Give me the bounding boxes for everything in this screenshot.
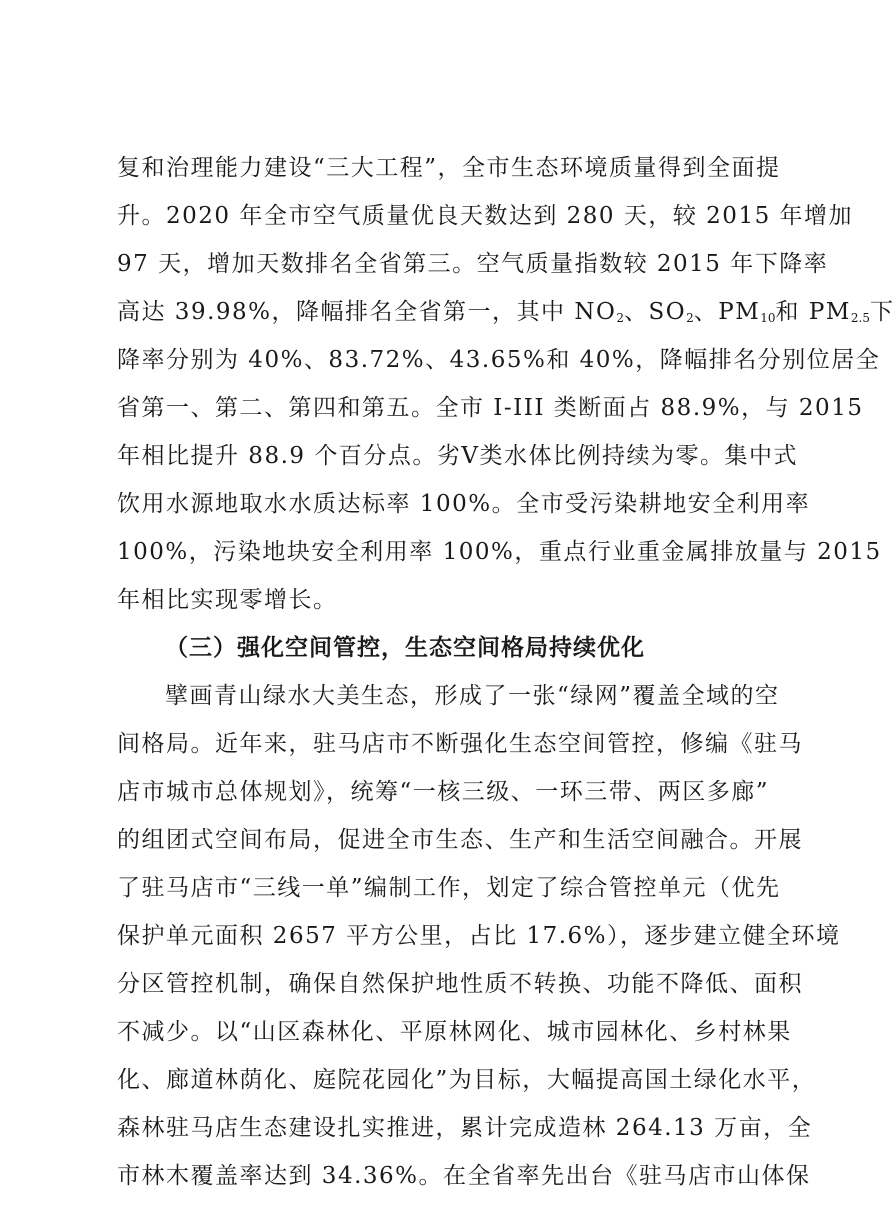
text-segment: 下 xyxy=(869,299,894,325)
text-segment: 和 PM xyxy=(775,299,851,325)
text-segment: 、PM xyxy=(693,299,761,325)
paragraph-line: 降率分别为 40%、83.72%、43.65%和 40%，降幅排名分别位居全 xyxy=(117,347,881,373)
paragraph-line: 保护单元面积 2657 平方公里，占比 17.6%），逐步建立健全环境 xyxy=(117,923,841,949)
paragraph-line: 了驻马店市“三线一单”编制工作，划定了综合管控单元（优先 xyxy=(117,875,781,901)
paragraph-line: 间格局。近年来，驻马店市不断强化生态空间管控，修编《驻马 xyxy=(117,731,803,757)
subscript: 2 xyxy=(616,311,624,325)
paragraph-line: 升。2020 年全市空气质量优良天数达到 280 天，较 2015 年增加 xyxy=(117,203,854,229)
paragraph-line: 分区管控机制，确保自然保护地性质不转换、功能不降低、面积 xyxy=(117,971,803,997)
section-heading: （三）强化空间管控，生态空间格局持续优化 xyxy=(165,634,645,661)
text-segment: 高达 39.98%，降幅排名全省第一，其中 NO xyxy=(117,299,617,325)
paragraph-line: 市林木覆盖率达到 34.36%。在全省率先出台《驻马店市山体保 xyxy=(117,1163,811,1189)
subscript: 10 xyxy=(760,311,776,325)
subscript: 2 xyxy=(686,311,694,325)
paragraph-line: 不减少。以“山区森林化、平原林网化、城市园林化、乡村林果 xyxy=(117,1019,792,1045)
paragraph-line: 森林驻马店生态建设扎实推进，累计完成造林 264.13 万亩，全 xyxy=(117,1115,813,1141)
paragraph-line: 化、廊道林荫化、庭院花园化”为目标，大幅提高国土绿化水平， xyxy=(117,1067,817,1093)
paragraph-line: 年相比实现零增长。 xyxy=(117,587,338,613)
subscript: 2.5 xyxy=(850,311,870,325)
text-segment: 、SO xyxy=(623,299,687,325)
paragraph-line: 饮用水源地取水水质达标率 100%。全市受污染耕地安全利用率 xyxy=(117,491,811,517)
paragraph-line: 店市城市总体规划》，统筹“一核三级、一环三带、两区多廊” xyxy=(117,779,770,805)
paragraph-line: 100%，污染地块安全利用率 100%，重点行业重金属排放量与 2015 xyxy=(117,539,882,565)
paragraph-line: 年相比提升 88.9 个百分点。劣Ⅴ类水体比例持续为零。集中式 xyxy=(117,443,798,469)
paragraph-line: 复和治理能力建设“三大工程”，全市生态环境质量得到全面提 xyxy=(117,155,781,181)
paragraph-line: 省第一、第二、第四和第五。全市 I-III 类断面占 88.9%，与 2015 xyxy=(117,395,864,421)
paragraph-line xyxy=(117,292,894,332)
paragraph-line: 的组团式空间布局，促进全市生态、生产和生活空间融合。开展 xyxy=(117,827,803,853)
paragraph-line: 97 天，增加天数排名全省第三。空气质量指数较 2015 年下降率 xyxy=(117,251,829,277)
paragraph-first-line: 擘画青山绿水大美生态，形成了一张“绿网”覆盖全域的空 xyxy=(165,683,780,709)
